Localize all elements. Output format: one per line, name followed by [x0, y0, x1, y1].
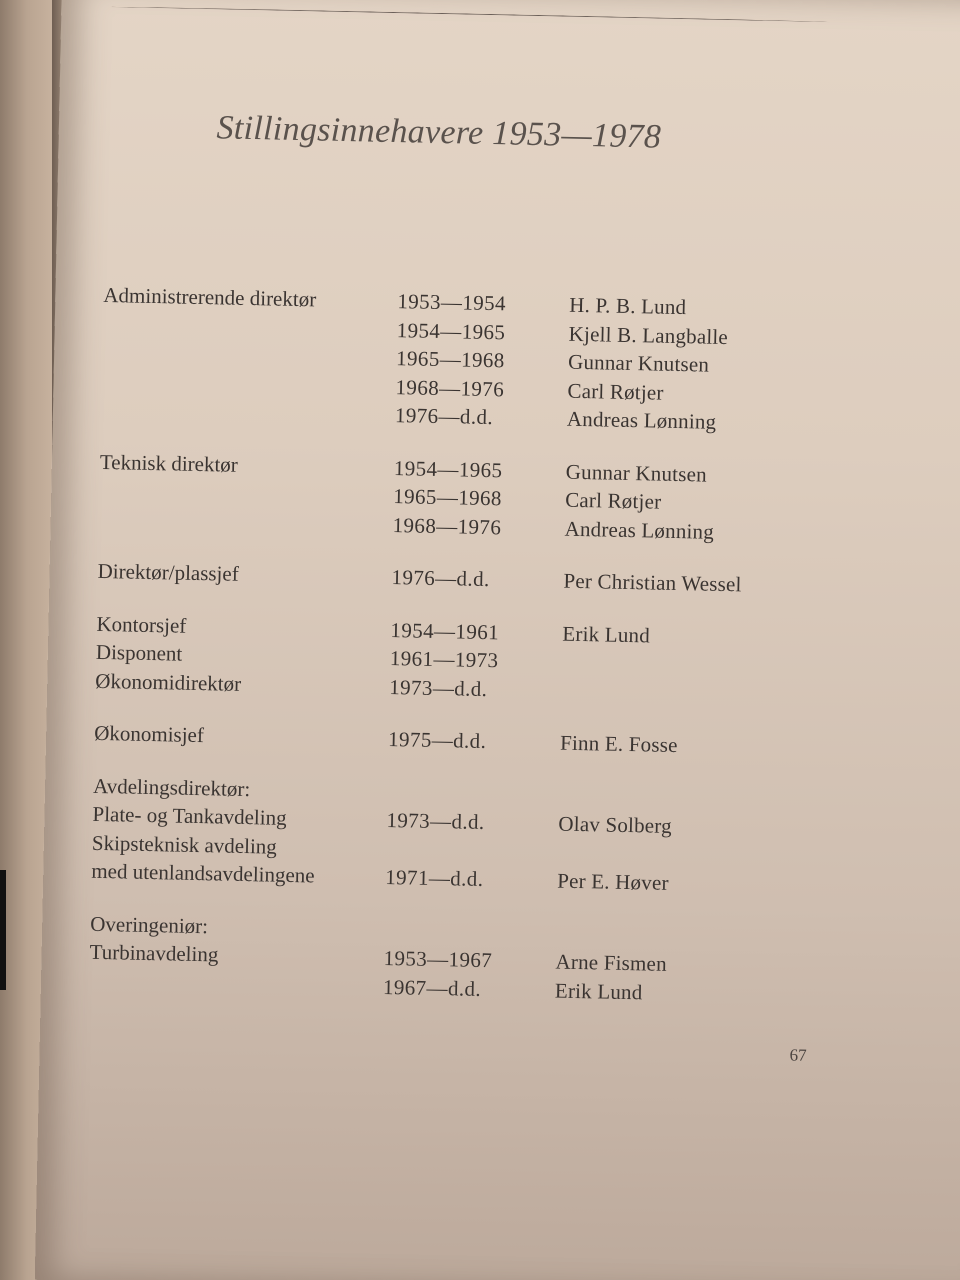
tenure-years: 1965—1968: [395, 346, 505, 373]
binder-edge: [0, 870, 6, 990]
book-page: [35, 0, 960, 1280]
tenure-years: 1973—d.d.: [386, 807, 485, 835]
position-section: [101, 281, 804, 438]
holder-name: Carl Røtjer: [564, 487, 662, 514]
position-title: Administrerende direktør: [103, 282, 317, 312]
holder-name: Per Christian Wessel: [563, 568, 742, 597]
position-section: [89, 909, 791, 1009]
tenure-years: 1965—1968: [393, 484, 503, 511]
holder-name: [561, 676, 796, 709]
header-rule: [109, 6, 829, 23]
tenure-years: 1975—d.d.: [387, 727, 487, 754]
position-title: Avdelingsdirektør:: [92, 773, 251, 801]
tenure-years: 1961—1973: [389, 646, 499, 673]
tenure-years: 1971—d.d.: [385, 864, 484, 892]
holder-name: Olav Solberg: [558, 811, 673, 838]
position-title: [89, 966, 384, 1001]
tenure-years: 1968—1976: [392, 512, 502, 539]
position-section: [97, 557, 797, 600]
holder-name: Gunnar Knutsen: [565, 459, 708, 487]
holder-name: Finn E. Fosse: [559, 730, 678, 758]
holder-name: H. P. B. Lund: [569, 292, 687, 320]
position-title: Økonomidirektør: [95, 668, 242, 696]
holder-name: Erik Lund: [562, 621, 651, 647]
tenure-years: 1976—d.d.: [391, 565, 490, 592]
position-section: [94, 719, 794, 762]
holder-name: Erik Lund: [554, 978, 643, 1004]
page-title: Stillingsinnehavere 1953—1978: [216, 109, 662, 156]
page-number: 67: [789, 1045, 807, 1065]
tenure-years: [387, 777, 560, 809]
position-title: Overingeniør:: [89, 911, 209, 938]
tenure-years: 1954—1965: [393, 455, 503, 482]
position-title: Skipsteknisk avdeling: [91, 830, 278, 859]
holder-name: Gunnar Knutsen: [567, 349, 710, 377]
position-holders-table: [88, 281, 803, 1033]
position-title: Teknisk direktør: [99, 449, 239, 477]
tenure-years: 1953—1967: [383, 945, 493, 973]
position-title: Økonomisjef: [93, 720, 205, 748]
tenure-years: [384, 915, 557, 947]
position-section: [91, 771, 793, 900]
position-title: Direktør/plassjef: [97, 558, 239, 586]
holder-name: Arne Fismen: [555, 949, 668, 976]
position-title: [101, 395, 396, 430]
holder-name: Andreas Lønning: [566, 406, 717, 434]
position-title: [98, 504, 393, 539]
tenure-years: 1953—1954: [397, 289, 507, 316]
table-row: [97, 557, 797, 600]
position-section: [98, 447, 800, 547]
holder-name: Andreas Lønning: [564, 516, 715, 544]
position-title: med utenlandsavdelingene: [91, 858, 315, 888]
tenure-years: 1973—d.d.: [389, 674, 488, 701]
position-title: Disponent: [95, 639, 183, 666]
holder-name: Per E. Høver: [556, 868, 669, 895]
tenure-years: 1967—d.d.: [382, 974, 482, 1001]
tenure-years: 1976—d.d.: [394, 403, 494, 430]
position-title: Kontorsjef: [96, 611, 187, 638]
tenure-years: 1954—1965: [396, 317, 506, 344]
tenure-years: 1954—1961: [390, 617, 500, 644]
position-title: Plate- og Tankavdeling: [92, 801, 287, 830]
position-section: [95, 609, 797, 709]
position-title: Turbinavdeling: [89, 939, 219, 967]
tenure-years: 1968—1976: [395, 374, 505, 401]
tenure-years: [386, 834, 559, 866]
table-row: [94, 719, 794, 762]
holder-name: Carl Røtjer: [567, 378, 664, 405]
holder-name: Kjell B. Langballe: [568, 321, 729, 349]
